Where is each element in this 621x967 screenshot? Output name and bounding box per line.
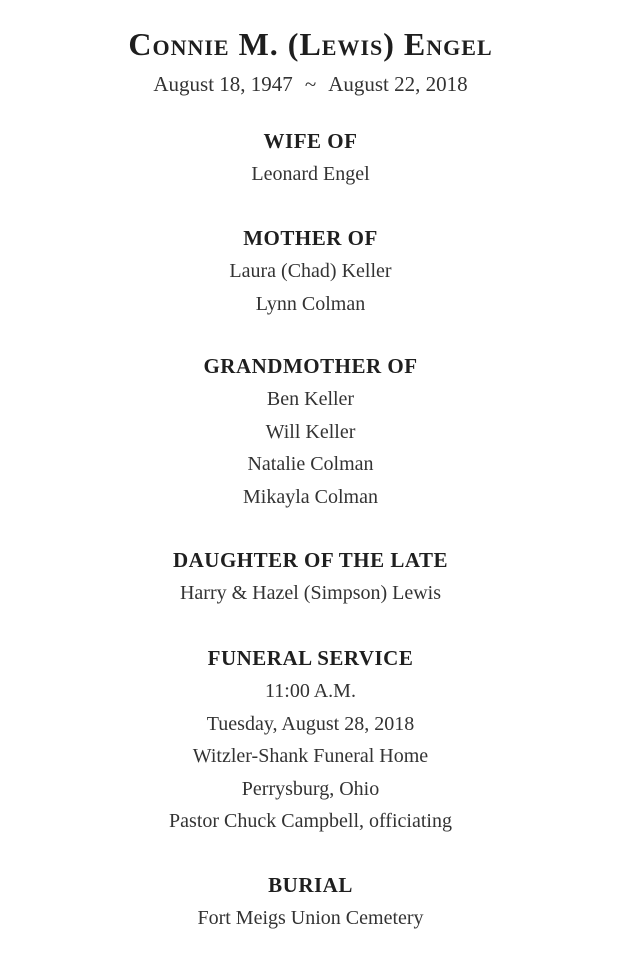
officiant: Pastor Chuck Campbell, officiating: [169, 810, 452, 832]
section-heading: FUNERAL SERVICE: [207, 646, 414, 670]
service-venue: Witzler-Shank Funeral Home: [192, 745, 429, 767]
grandchild-name: Ben Keller: [266, 388, 355, 410]
spouse-name: Leonard Engel: [251, 163, 370, 185]
section-burial: [0, 868, 621, 935]
section-grandmother-of: [0, 349, 621, 513]
grandchild-name: Will Keller: [265, 420, 356, 443]
section-mother-of: [0, 221, 621, 320]
section-heading: GRANDMOTHER OF: [203, 354, 418, 378]
section-heading: DAUGHTER OF THE LATE: [172, 548, 449, 572]
child-name: Laura (Chad) Keller: [229, 260, 392, 282]
section-daughter-of: [0, 543, 621, 610]
date-separator: ~: [304, 72, 317, 96]
section-heading: MOTHER OF: [243, 226, 378, 250]
service-time: 11:00 A.M.: [265, 680, 356, 702]
section-funeral-service: [0, 641, 621, 838]
grandchild-name: Natalie Colman: [247, 453, 374, 475]
grandchild-name: Mikayla Colman: [243, 485, 378, 508]
service-date: Tuesday, August 28, 2018: [206, 712, 415, 735]
section-heading: BURIAL: [268, 873, 353, 897]
life-dates: [0, 72, 621, 97]
birth-date: August 18, 1947: [153, 72, 293, 96]
death-date: August 22, 2018: [328, 72, 468, 96]
section-heading: WIFE OF: [263, 129, 358, 153]
cemetery-name: Fort Meigs Union Cemetery: [197, 907, 424, 929]
service-location: Perrysburg, Ohio: [241, 777, 380, 800]
parents-names: Harry & Hazel (Simpson) Lewis: [179, 582, 442, 604]
section-wife-of: [0, 124, 621, 191]
child-name: Lynn Colman: [255, 292, 366, 315]
deceased-name: Connie M. (Lewis) Engel: [128, 26, 493, 62]
